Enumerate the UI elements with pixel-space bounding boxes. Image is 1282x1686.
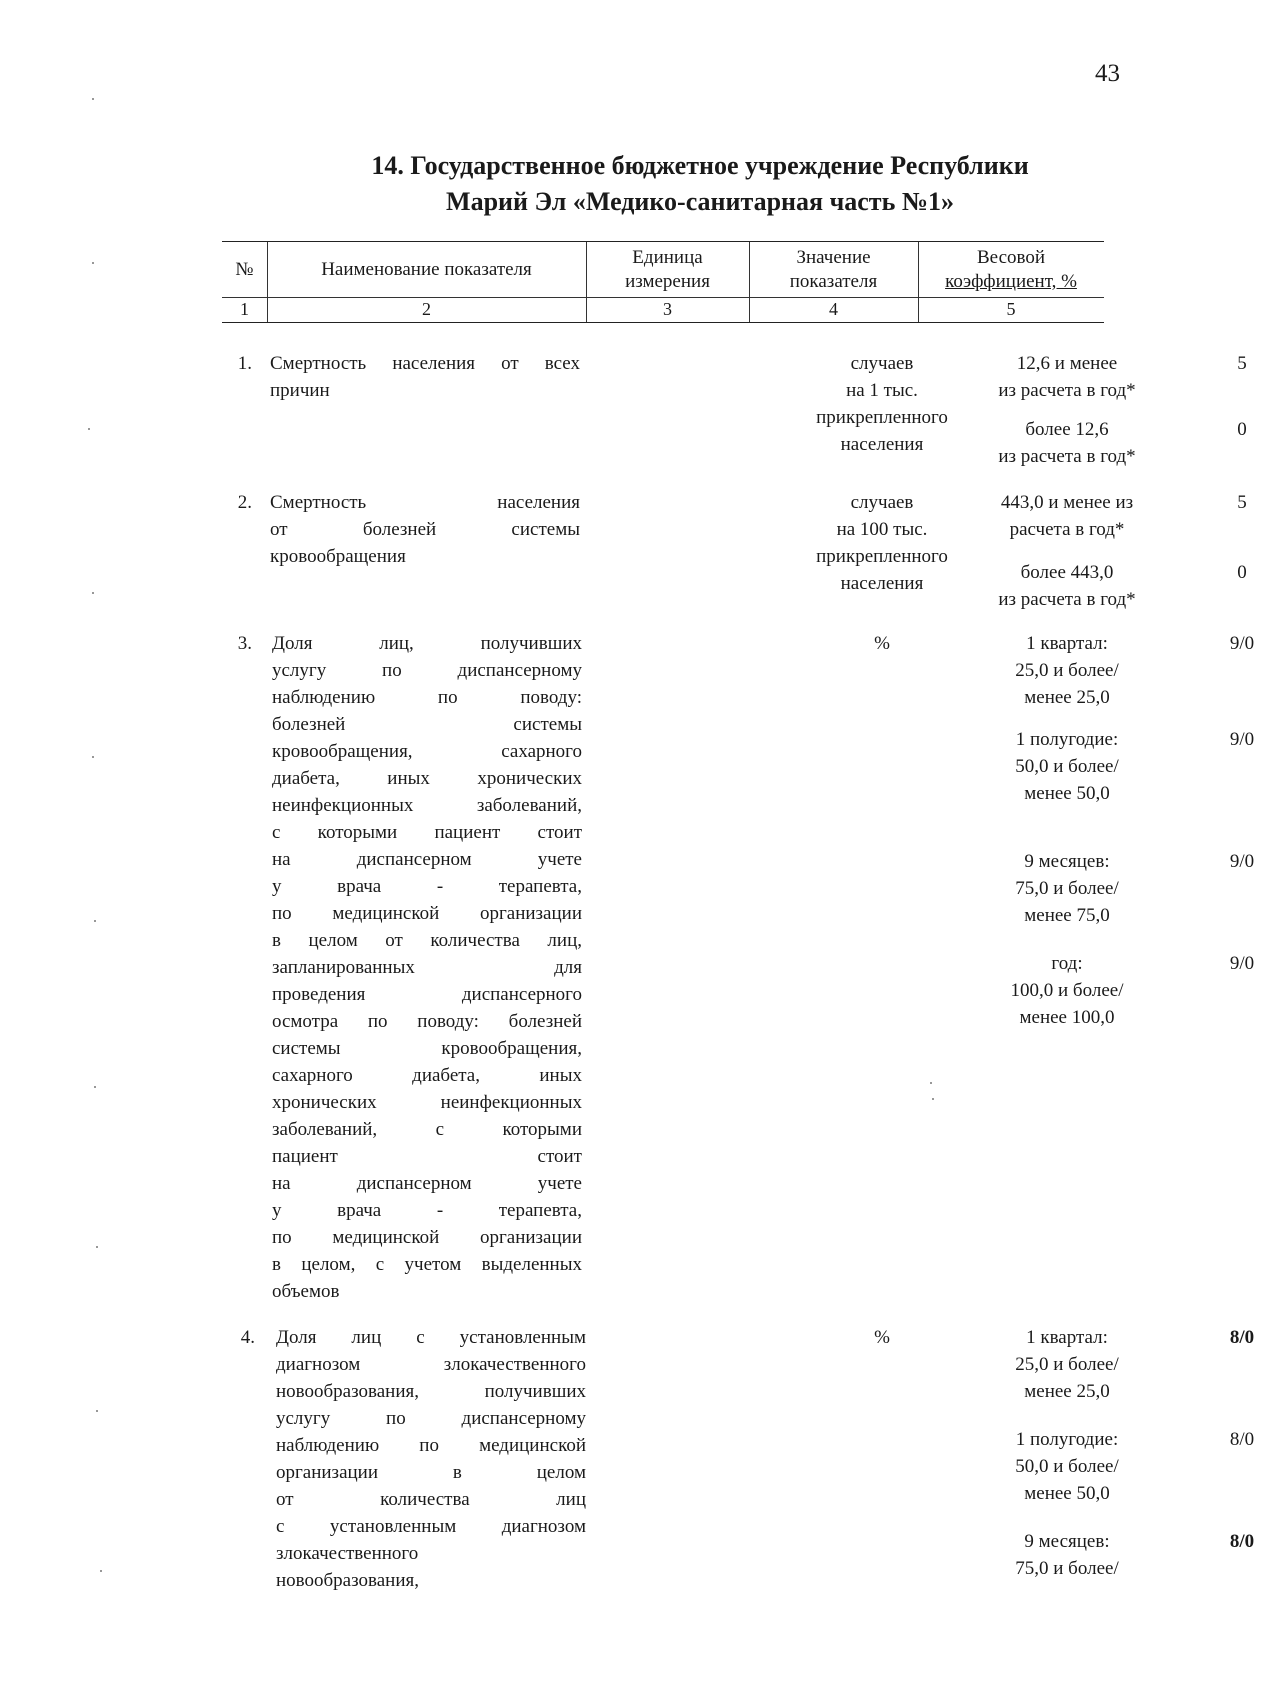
document-title — [300, 148, 1100, 220]
indicator-value: 9 месяцев: 75,0 и более/ — [1015, 1531, 1119, 1579]
weight-value: 9/0 — [1229, 729, 1255, 750]
indicator-value: более 12,6 из расчета в год* — [998, 419, 1136, 467]
header-unit: Единица измерения — [625, 246, 710, 292]
scan-speck — [96, 1410, 98, 1412]
weight-value: 5 — [1237, 353, 1247, 374]
column-number: 1 — [240, 299, 249, 319]
scan-speck — [92, 98, 94, 100]
header-indicator-name: Наименование показателя — [321, 258, 532, 280]
scan-speck — [930, 1082, 932, 1084]
weight-value: 8/0 — [1229, 1429, 1255, 1450]
indicator-name: Смертность населения от всех причин — [270, 353, 580, 401]
weight-value: 0 — [1237, 562, 1247, 583]
scan-speck — [94, 1086, 96, 1088]
scan-speck — [96, 1246, 98, 1248]
weight-value: 0 — [1237, 419, 1247, 440]
scan-speck — [92, 592, 94, 594]
row-number: 3. — [237, 633, 252, 654]
scan-speck — [88, 428, 90, 430]
weight-value: 9/0 — [1229, 633, 1255, 654]
title-line-1: 14. Государственное бюджетное учреждение Республики — [371, 151, 1029, 180]
indicator-value: более 443,0 из расчета в год* — [998, 562, 1136, 610]
row-number: 1. — [237, 353, 252, 374]
weight-value: 8/0 — [1229, 1531, 1255, 1552]
scan-speck — [92, 262, 94, 264]
column-number: 3 — [663, 299, 672, 319]
table-header — [222, 241, 1104, 323]
indicator-value: 12,6 и менее из расчета в год* — [998, 353, 1136, 401]
indicator-value: 1 квартал: 25,0 и более/ менее 25,0 — [1015, 633, 1119, 708]
indicator-value: 9 месяцев: 75,0 и более/ менее 75,0 — [1015, 851, 1119, 926]
column-number: 2 — [422, 299, 431, 319]
scan-speck — [100, 1570, 102, 1572]
scan-speck — [932, 1098, 934, 1100]
unit-of-measure: % — [874, 633, 890, 654]
weight-value: 9/0 — [1229, 851, 1255, 872]
indicator-name: Доля лиц, получивших услугу по диспансерному наблюдению по поводу: болезней системы кровообращения, сахарного диабета, иных хронических неинфекционных заболеваний, с которыми пациент стоит на диспансерном учете у врача - терапевта, по медицинской организации в целом от количества лиц, запланированных для проведения диспансерного осмотра по поводу: болезней системы кровообращения, сахарного диабета, иных хронических неинфекционных заболеваний, с которыми пациент стоит на диспансерном учете у врача - терапевта, по медицинской организации в целом, с учетом выделенных объемов — [272, 633, 582, 1302]
header-number: № — [235, 258, 254, 280]
weight-value: 9/0 — [1229, 953, 1255, 974]
indicator-value: 1 квартал: 25,0 и более/ менее 25,0 — [1015, 1327, 1119, 1402]
indicator-value: год: 100,0 и более/ менее 100,0 — [1010, 953, 1124, 1028]
indicator-value: 1 полугодие: 50,0 и более/ менее 50,0 — [1015, 729, 1119, 804]
weight-value: 5 — [1237, 492, 1247, 513]
row-number: 4. — [240, 1327, 255, 1348]
unit-of-measure: % — [874, 1327, 890, 1348]
page-number: 43 — [1095, 60, 1120, 87]
indicator-name: Смертность населения от болезней системы кровообращения — [270, 492, 580, 567]
indicator-value: 443,0 и менее из расчета в год* — [1000, 492, 1134, 540]
column-number: 5 — [1006, 299, 1016, 319]
header-weight: Весовой коэффициент, % — [945, 246, 1077, 292]
scan-speck — [94, 920, 96, 922]
indicator-value: 1 полугодие: 50,0 и более/ менее 50,0 — [1015, 1429, 1119, 1504]
column-number: 4 — [829, 299, 838, 319]
header-value: Значение показателя — [789, 246, 878, 292]
indicator-name: Доля лиц с установленным диагнозом злокачественного новообразования, получивших услугу по диспансерному наблюдению по медицинской организации в целом от количества лиц с установленным диагнозом злокачественного новообразования, — [276, 1327, 586, 1591]
title-line-2: Марий Эл «Медико-санитарная часть №1» — [446, 187, 954, 216]
row-number: 2. — [237, 492, 252, 513]
scan-speck — [92, 756, 94, 758]
weight-value: 8/0 — [1229, 1327, 1255, 1348]
unit-of-measure: случаев на 1 тыс. прикрепленного населения — [816, 353, 948, 455]
unit-of-measure: случаев на 100 тыс. прикрепленного населения — [816, 492, 948, 594]
